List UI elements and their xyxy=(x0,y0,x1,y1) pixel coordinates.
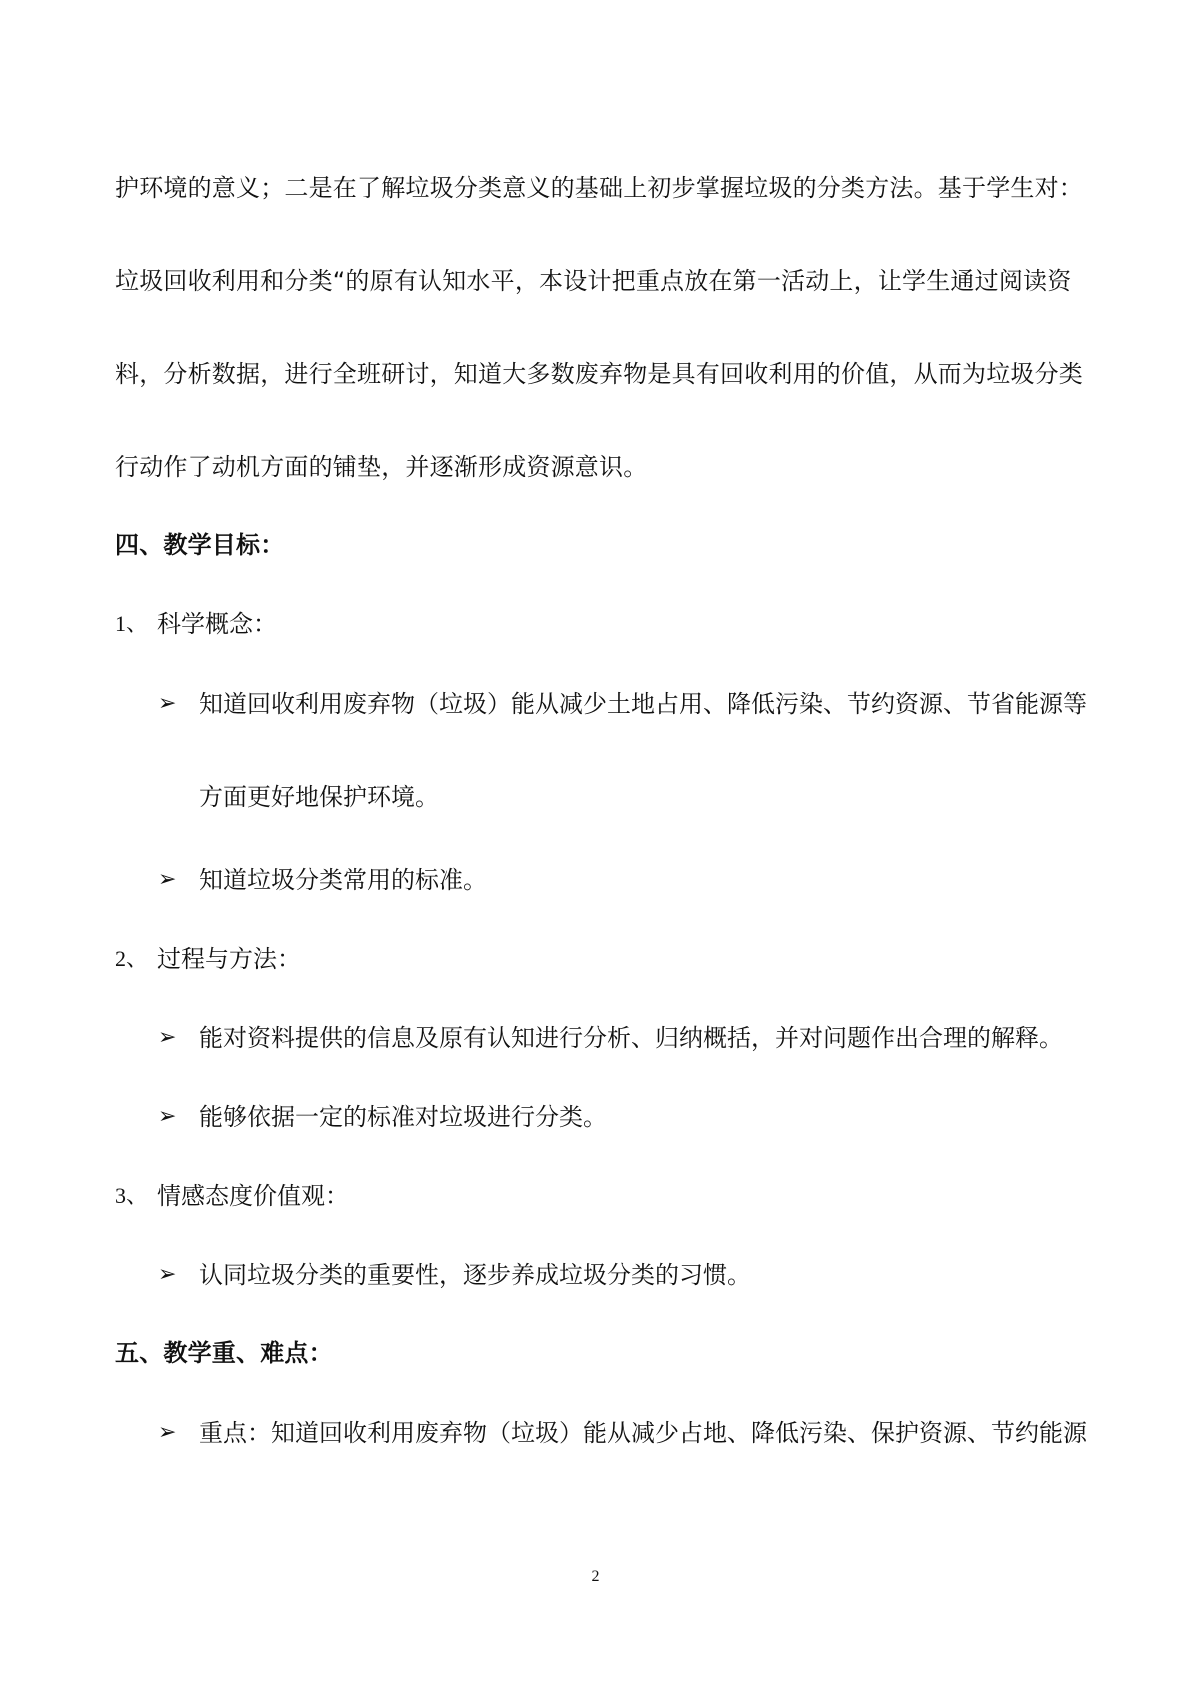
bullet-text: 方面更好地保护环境。 xyxy=(199,783,439,811)
item-number: 1、 xyxy=(115,611,149,636)
item-title: 过程与方法： xyxy=(157,945,301,973)
section-heading-objectives: 四、教学目标： xyxy=(115,531,285,559)
arrow-bullet-icon: ➢ xyxy=(158,867,177,892)
page-number: 2 xyxy=(591,1568,600,1585)
paragraph-line: 料，分析数据，进行全班研讨，知道大多数废弃物是具有回收利用的价值，从而为垃圾分类 xyxy=(115,360,1083,388)
bullet-text: 能对资料提供的信息及原有认知进行分析、归纳概括，并对问题作出合理的解释。 xyxy=(199,1024,1063,1052)
bullet-text: 重点：知道回收利用废弃物（垃圾）能从减少占地、降低污染、保护资源、节约能源 xyxy=(199,1419,1087,1447)
bullet-text: 知道回收利用废弃物（垃圾）能从减少土地占用、降低污染、节约资源、节省能源等 xyxy=(199,690,1087,718)
item-title: 科学概念： xyxy=(157,610,277,638)
bullet-text: 能够依据一定的标准对垃圾进行分类。 xyxy=(199,1103,607,1131)
bullet-text: 知道垃圾分类常用的标准。 xyxy=(199,866,487,894)
paragraph-line: 行动作了动机方面的铺垫，并逐渐形成资源意识。 xyxy=(115,453,648,481)
paragraph-line: 垃圾回收利用和分类“的原有认知水平，本设计把重点放在第一活动上，让学生通过阅读资 xyxy=(115,267,1072,295)
arrow-bullet-icon: ➢ xyxy=(158,691,177,716)
bullet-text: 认同垃圾分类的重要性，逐步养成垃圾分类的习惯。 xyxy=(199,1261,751,1289)
section-heading-key-points: 五、教学重、难点： xyxy=(115,1339,333,1367)
arrow-bullet-icon: ➢ xyxy=(158,1420,177,1445)
arrow-bullet-icon: ➢ xyxy=(158,1262,177,1287)
item-number: 3、 xyxy=(115,1183,149,1208)
item-title: 情感态度价值观： xyxy=(157,1182,349,1210)
arrow-bullet-icon: ➢ xyxy=(158,1025,177,1050)
arrow-bullet-icon: ➢ xyxy=(158,1104,177,1129)
item-number: 2、 xyxy=(115,946,149,971)
paragraph-line: 护环境的意义；二是在了解垃圾分类意义的基础上初步掌握垃圾的分类方法。基于学生对： xyxy=(115,174,1083,202)
